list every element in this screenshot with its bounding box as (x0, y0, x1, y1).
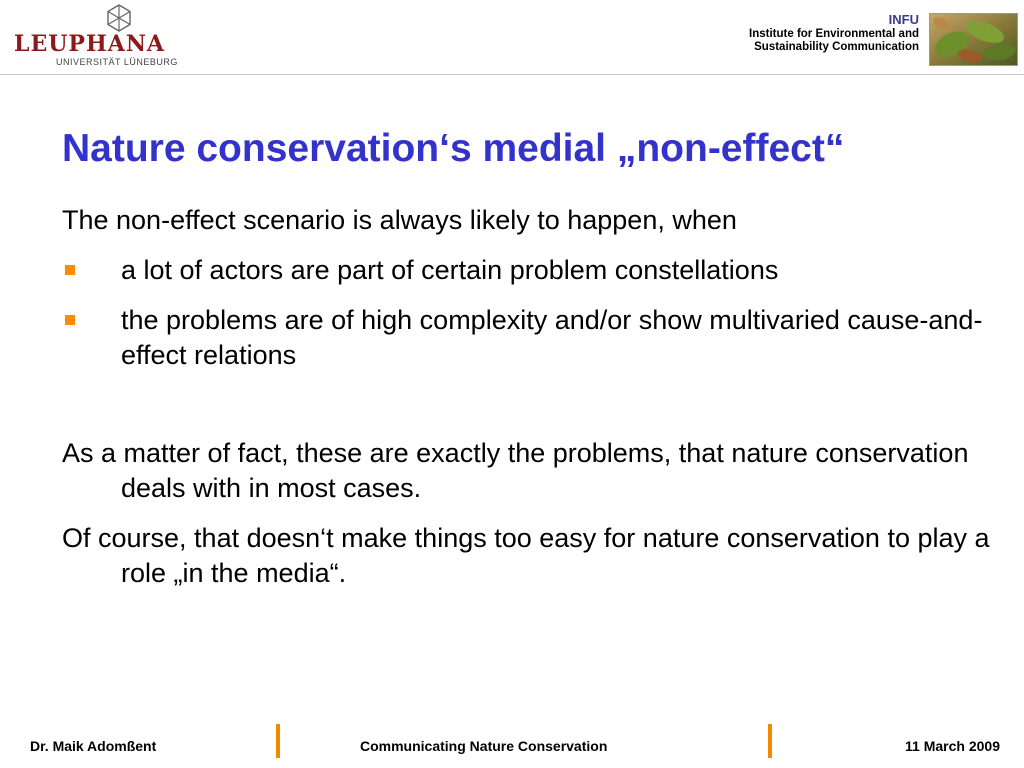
footer-date: 11 March 2009 (905, 738, 1000, 754)
paragraph-conclusion: Of course, that doesn‘t make things too easy for nature conservation to play a role „in the media“. (62, 523, 990, 588)
institute-abbreviation: INFU (888, 12, 919, 27)
intro-text: The non-effect scenario is always likely to happen, when (62, 205, 737, 235)
footer-separator (276, 724, 280, 758)
slide-header (0, 0, 1024, 75)
spacer (62, 388, 992, 436)
footer-separator (768, 724, 772, 758)
slide-title: Nature conservation‘s medial „non-effect“ (62, 127, 845, 170)
list-item (62, 253, 992, 288)
bullet-text: the problems are of high complexity and/or show multivaried cause-and-effect relations (121, 305, 983, 370)
paragraph-fact: As a matter of fact, these are exactly the problems, that nature conservation deals with in most cases. (62, 438, 969, 503)
footer-course: Communicating Nature Conservation (360, 738, 608, 754)
slide-body (62, 203, 992, 591)
university-logo-text: LEUPHANA (14, 31, 165, 57)
square-bullet-icon (65, 265, 75, 275)
institute-name-line2: Sustainability Communication (754, 41, 919, 54)
list-item (62, 303, 992, 373)
university-logo-subtitle: UNIVERSITÄT LÜNEBURG (56, 57, 178, 67)
footer-author: Dr. Maik Adomßent (30, 738, 157, 754)
leuphana-logo-icon (106, 4, 132, 32)
leaf-photo-image (929, 13, 1018, 66)
slide-footer (0, 724, 1024, 768)
square-bullet-icon (65, 315, 75, 325)
institute-name-line1: Institute for Environmental and (749, 27, 919, 40)
institute-block (749, 13, 919, 54)
bullet-text: a lot of actors are part of certain problem constellations (121, 255, 779, 285)
